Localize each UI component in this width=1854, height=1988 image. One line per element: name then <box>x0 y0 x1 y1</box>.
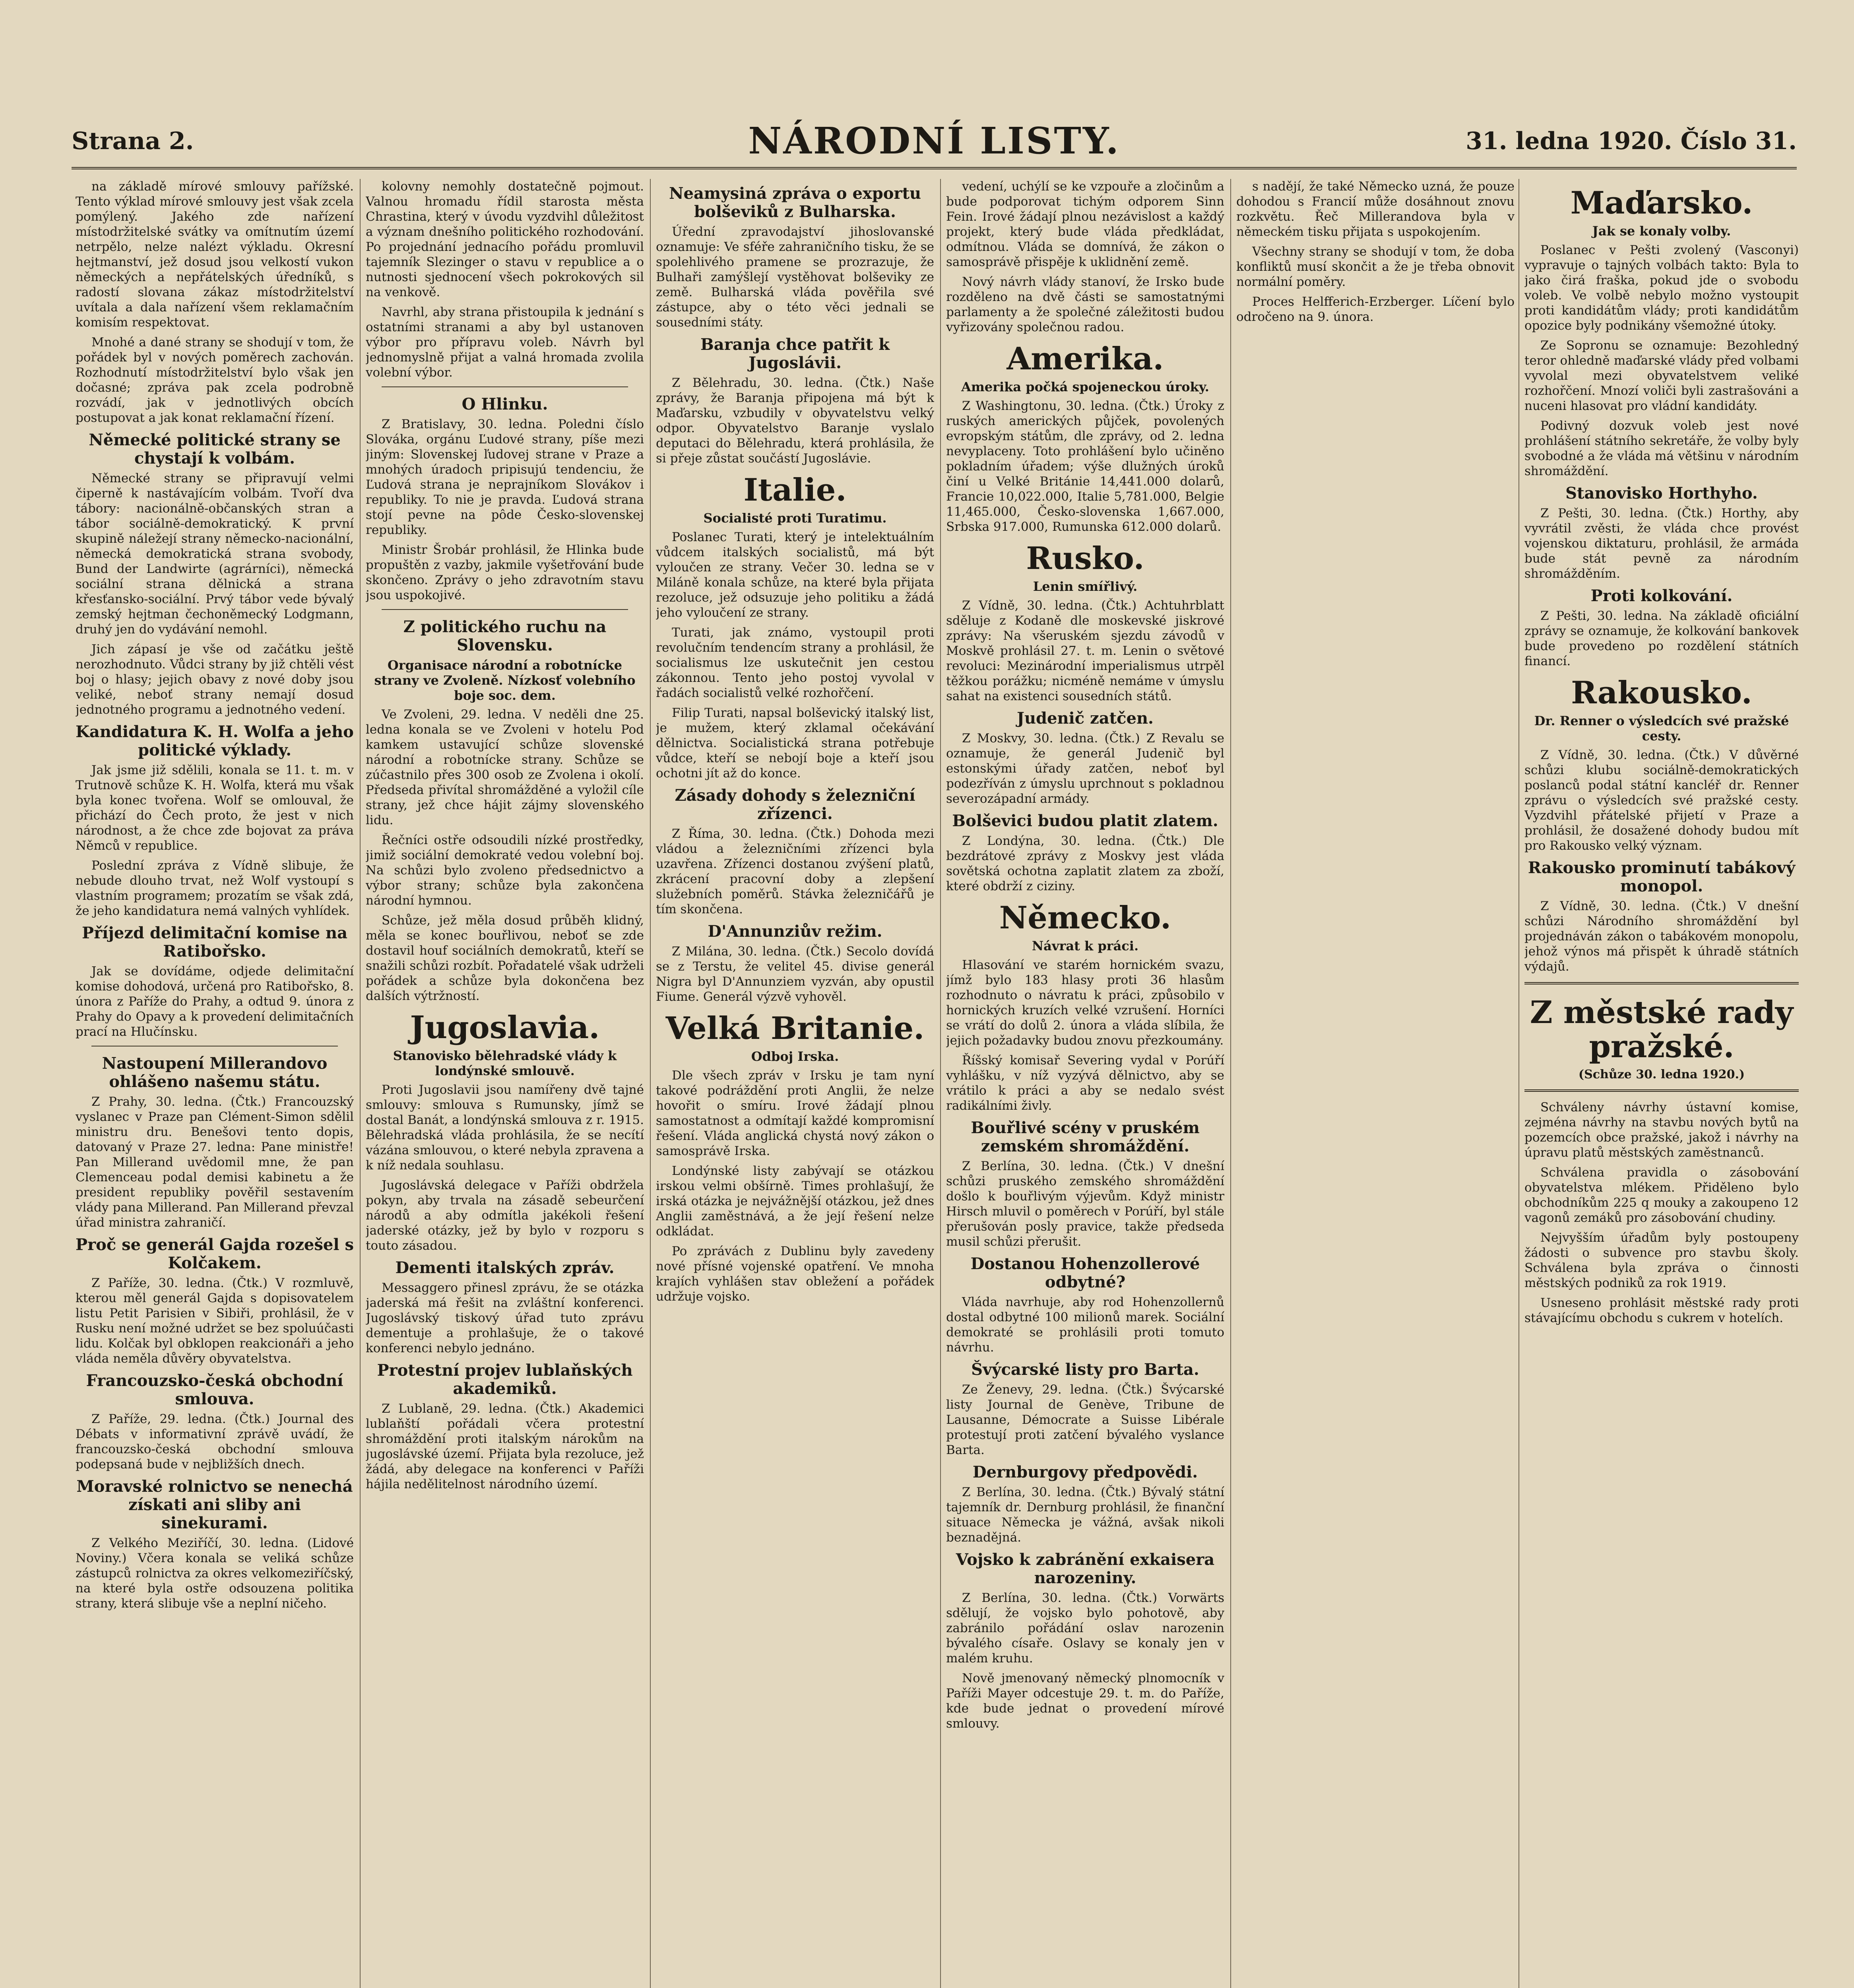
article-text: kolovny nemohly dostatečně pojmout. Valnou hromadu řídil starosta města Chrastina, který v úvodu vyzdvihl důležitost a význam dnešního politického rozhodování. Po projednání jednacího pořádu promluvil tajemník Slezinger o stavu v republice a o nutnosti sjednocení všech pokrokových sil na venkově. <box>366 179 644 299</box>
article-text: Z Berlína, 30. ledna. (Čtk.) V dnešní schůzi pruského zemského shromáždění došlo k bouřlivým výjevům. Když ministr Hirsch mluvil o poměrech v Porúří, byl stále přerušován posly pravice, takže předseda musil schůzi přerušit. <box>946 1159 1224 1249</box>
column-rule <box>940 179 941 1988</box>
article-text: Řečníci ostře odsoudili nízké prostředky, jimiž sociální demokraté vedou volební boj. Na schůzi bylo zvoleno předsednictvo a výbor strany; schůze byla zakončena národní hymnou. <box>366 833 644 908</box>
article-text: Z Prahy, 30. ledna. (Čtk.) Francouzský vyslanec v Praze pan Clément-Simon sdělil ministru dru. Benešovi tento dopis, datovaný v Praze 27. ledna: Pane ministře! Pan Millerand uvědomil mne, že pan Clemenceau podal demisi kabinetu a že president republiky pověřil sestavením vlády pana Millerand. Pan Millerand převzal úřad ministra zahraničí. <box>76 1095 354 1230</box>
article-text: Ve Zvoleni, 29. ledna. V neděli dne 25. ledna konala se ve Zvoleni v hotelu Pod kamkem ustavující schůze slovenské národní a robotnícke strany. Schůze se zúčastnilo přes 300 osob ze Zvolena i okolí. Předseda přivítal shromážděné a vyložil cíle strany, jež chce hájit zájmy slovenského lidu. <box>366 707 644 827</box>
meeting-date: (Schůze 30. ledna 1920.) <box>1578 1068 1745 1081</box>
section-headline: Velká Britanie. <box>665 1010 925 1046</box>
article-text: Poslanec Turati, který je intelektuálním vůdcem italských socialistů, má být vyloučen ze strany. Večer 30. ledna se v Miláně konala schůze, na které byla přijata rezoluce, jež odsuzuje jeho politiku a žádá jeho vyloučení ze strany. <box>656 530 934 620</box>
article-text: Z Vídně, 30. ledna. (Čtk.) Achtuhrblatt sděluje z Kodaně dle moskevské jiskrové zprávy: Na všeruském sjezdu závodů v Moskvě prohlásil 27. t. m. Lenin o světové revoluci: Mezinárodní imperialismus utrpěl těžkou porážku; nicméně nemáme v úmyslu sahat na existenci sousedních států. <box>946 598 1224 703</box>
column-2 <box>366 179 644 1988</box>
column-3 <box>656 179 934 1988</box>
article-subheadline: Lenin smířlivý. <box>1033 579 1138 594</box>
article-text: Schváleny návrhy ústavní komise, zejména návrhy na stavbu nových bytů na pozemcích obce pražské, jakož i návrhy na úpravu platů městských zaměstnanců. <box>1524 1100 1799 1160</box>
article-headline: Francouzsko-česká obchodní smlouva. <box>86 1371 343 1408</box>
article-text: Z Paříže, 30. ledna. (Čtk.) V rozmluvě, kterou měl generál Gajda s dopisovatelem listu Petit Parisien v Sibiři, prohlásil, že v Rusku není možné udržet se bez spoluúčasti lidu. Kolčak byl obklopen reakcionáři a jeho vláda neměla důvěry obyvatelstva. <box>76 1276 354 1366</box>
article-text: Z Velkého Meziříčí, 30. ledna. (Lidové Noviny.) Včera konala se veliká schůze zástupců rolnictva za okres velkomeziříčský, na které byla ostře odsouzena politika strany, která slibuje vše a neplní ničeho. <box>76 1536 354 1611</box>
section-headline: Maďarsko. <box>1570 185 1753 221</box>
article-headline: Rakousko prominutí tabákový monopol. <box>1528 858 1796 895</box>
article-text: Podivný dozvuk voleb jest nové prohlášení státního sekretáře, že volby byly svobodné a že vláda má většinu v národním shromáždění. <box>1524 419 1799 478</box>
article-text: Dle všech zpráv v Irsku je tam nyní takové podráždění proti Anglii, že nelze hovořit o smíru. Irové žádají plnou samostatnost a odmítají každé kompromisní řešení. Vláda anglická chystá nový zákon o samosprávě Irska. <box>656 1068 934 1158</box>
article-headline: Z politického ruchu na Slovensku. <box>403 617 607 654</box>
article-text: Londýnské listy zabývají se otázkou irskou velmi obšírně. Times prohlašují, že irská otázka je nejvážnější otázkou, jež dnes Anglii zaměstnává, a že její řešení nelze odkládat. <box>656 1164 934 1239</box>
section-headline: Italie. <box>743 472 847 508</box>
article-headline: Příjezd delimitační komise na Ratibořsko. <box>82 924 347 961</box>
article-text: Vláda navrhuje, aby rod Hohenzollernů dostal odbytné 100 milionů marek. Sociální demokraté se prohlásili proti tomuto návrhu. <box>946 1295 1224 1355</box>
article-text: Jak se dovídáme, odjede delimitační komise dohodová, určená pro Ratibořsko, 8. února z Paříže do Prahy, a odtud 9. února z Prahy do Opavy a k provedení delimitačních prací na Hlučínsku. <box>76 964 354 1039</box>
article-subheadline: Socialisté proti Turatimu. <box>703 511 887 526</box>
column-rule <box>650 179 651 1988</box>
article-headline: Judenič zatčen. <box>1017 709 1154 728</box>
article-text: Jak jsme již sdělili, konala se 11. t. m. v Trutnově schůze K. H. Wolfa, která mu však byla konec tvořena. Wolf se omlouval, že přichází do Čech proto, že jest v nich národnost, a že chce zde bojovat za práva Němců v republice. <box>76 763 354 853</box>
article-text: Z Lublaně, 29. ledna. (Čtk.) Akademici lublaňští pořádali včera protestní shromáždění proti italským nárokům na jugoslávské území. Přijata byla rezoluce, jež žádá, aby delegace na konferenci v Paříži hájila nedělitelnost národního území. <box>366 1402 644 1491</box>
article-text: Jugoslávská delegace v Paříži obdržela pokyn, aby trvala na zásadě sebeurčení národů a aby odmítla jakékoli řešení jaderské otázky, jež by bylo v rozporu s touto zásadou. <box>366 1178 644 1253</box>
article-headline: O Hlinku. <box>462 395 548 414</box>
column-rule <box>1230 179 1231 1988</box>
article-text: Ze Ženevy, 29. ledna. (Čtk.) Švýcarské listy Journal de Genève, Tribune de Lausanne, Démocrate a Suisse Libérale protestují proti zatčení bývalého vyslance Barta. <box>946 1382 1224 1457</box>
column-1 <box>76 179 354 1988</box>
section-headline: Jugoslavia. <box>410 1010 600 1046</box>
article-headline: Zásady dohody s železniční zřízenci. <box>675 786 915 823</box>
article-text: Navrhl, aby strana přistoupila k jednání s ostatními stranami a aby byl ustanoven výbor pro přípravu voleb. Návrh byl jednomyslně přijat a valná hromada zvolila volební výbor. <box>366 305 644 380</box>
column-rule <box>360 179 361 1988</box>
article-headline: Stanovisko Horthyho. <box>1565 484 1758 503</box>
article-text: Z Londýna, 30. ledna. (Čtk.) Dle bezdrátové zprávy z Moskvy jest vláda sovětská ochotna zaplatit zlatem za zboží, které obdrží z ciziny. <box>946 834 1224 893</box>
article-subheadline: Návrat k práci. <box>1032 938 1139 953</box>
article-text: Z Bělehradu, 30. ledna. (Čtk.) Naše zprávy, že Baranja připojena má být k Maďarsku, vzbudily v obyvatelstvu velký odpor. Obyvatelstvo Baranje vyslalo deputaci do Bělehradu, která prohlásila, že si přeje zůstat součástí Jugoslávie. <box>656 376 934 466</box>
article-headline: Protestní projev lublaňských akademiků. <box>377 1361 633 1398</box>
article-text: Proti Jugoslavii jsou namířeny dvě tajné smlouvy: smlouva s Rumunsky, jímž se dostal Banát, a londýnská smlouva z r. 1915. Bělehradská vláda prohlásila, že se necítí vázána smlouvou, o které nebyla zpravena a k níž nedala souhlasu. <box>366 1083 644 1173</box>
article-text: Mnohé a dané strany se shodují v tom, že pořádek byl v nových poměrech zachován. Rozhodnutí místodržitelství bylo však jen dočasné; zpráva pak zcela podrobně rozvádí, jak v jednotlivých obcích postupovat a jak konat reklamační řízení. <box>76 335 354 425</box>
article-headline: Kandidatura K. H. Wolfa a jeho politické výklady. <box>76 722 354 759</box>
article-subheadline: Jak se konaly volby. <box>1592 223 1731 239</box>
article-text: Všechny strany se shodují v tom, že doba konfliktů musí skončit a že je třeba obnovit normální poměry. <box>1236 245 1515 289</box>
newspaper-title: NÁRODNÍ LISTY. <box>748 119 1120 162</box>
article-text: Filip Turati, napsal bolševický italský list, je mužem, který zklamal očekávání dělnictva. Socialistická strana potřebuje vůdce, kteří se nebojí boje a kteří jsou ochotni jít až do konce. <box>656 706 934 780</box>
masthead <box>72 119 1797 169</box>
article-text: Z Říma, 30. ledna. (Čtk.) Dohoda mezi vládou a železničními zřízenci byla uzavřena. Zřízenci dostanou zvýšení platů, zkrácení pracovní doby a zlepšení služebních poměrů. Stávka železničářů je tím skončena. <box>656 827 934 916</box>
article-subheadline: Organisace národní a robotnícke strany ve Zvoleně. Nízkosť volebního boje soc. dem. <box>374 658 636 703</box>
article-text: Turati, jak známo, vystoupil proti revolučním tendencím strany a prohlásil, že socialismus lze uskutečnit jen cestou zákonnou. Tento jeho postoj vyvolal v řadách socialistů velké rozhořčení. <box>656 625 934 700</box>
issue-date: 31. ledna 1920. Číslo 31. <box>1466 127 1797 155</box>
article-headline: Dernburgovy předpovědi. <box>972 1463 1198 1481</box>
article-text: Nově jmenovaný německý plnomocník v Paříži Mayer odcestuje 29. t. m. do Paříže, kde bude jednat o provedení mírové smlouvy. <box>946 1671 1224 1731</box>
article-headline: Proti kolkování. <box>1590 586 1733 605</box>
divider <box>91 1046 338 1048</box>
article-text: Z Bratislavy, 30. ledna. Poledni číslo Slováka, orgánu Ľudové strany, píše mezi jiným: Slovenskej ľudovej strane v Praze a mnohých úradoch pripisujú tendenciu, že Ľudová strana je neprajníkom Slovákov i republiky. To nie je pravda. Ľudová strana stojí pevne na pôde Česko-slovenskej republiky. <box>366 417 644 537</box>
article-text: Z Vídně, 30. ledna. (Čtk.) V dnešní schůzi Národního shromáždění byl projednáván zákon o tabákovém monopolu, jehož výnos má přispět k úhradě státních výdajů. <box>1524 899 1799 974</box>
article-text: Proces Helfferich-Erzberger. Líčení bylo odročeno na 9. února. <box>1236 295 1515 324</box>
article-text: Z Pešti, 30. ledna. Na základě oficiální zprávy se oznamuje, že kolkování bankovek bude provedeno po rozdělení státních financí. <box>1524 609 1799 668</box>
article-text: Nejvyšším úřadům byly postoupeny žádosti o subvence pro stavbu školy. Schválena byla zpráva o činnosti městských podniků za rok 1919. <box>1524 1231 1799 1290</box>
divider <box>382 386 628 389</box>
article-text: Z Paříže, 29. ledna. (Čtk.) Journal des Débats v informativní zprávě uvádí, že francouzsko-česká obchodní smlouva podepsaná bude v nejbližších dnech. <box>76 1412 354 1472</box>
article-headline: Bolševici budou platit zlatem. <box>952 812 1218 830</box>
article-headline: Moravské rolnictvo se nenechá získati ani sliby ani sinekurami. <box>76 1477 353 1532</box>
article-subheadline: Dr. Renner o výsledcích své pražské cesty. <box>1534 713 1789 744</box>
article-subheadline: Amerika počká spojeneckou úroky. <box>961 379 1209 394</box>
section-headline: Z městské rady pražské. <box>1530 994 1794 1065</box>
article-text: Ministr Šrobár prohlásil, že Hlinka bude propuštěn z vazby, jakmile vyšetřování bude skončeno. Zprávy o jeho zdravotním stavu jsou uspokojivé. <box>366 543 644 602</box>
article-text: Německé strany se připravují velmi čiperně k nastávajícím volbám. Tvoří dva tábory: nacionálně-občanských stran a tábor sociálně-demokratický. K první skupině náležejí strany německo-nacionální, německá demokratická strana svobody, Bund der Landwirte (agrárníci), německá sociální strana dělnická a strana křesťansko-sociální. Prvý tábor vede bývalý zemský hejtman čechoněmecký Lodgmann, druhý jen do vydávání nemohl. <box>76 471 354 637</box>
article-text: Poslední zpráva z Vídně slibuje, že nebude dlouho trvat, než Wolf vystoupí s vlastním programem; prozatím se však zdá, že jeho kandidatura nemá valných vyhlídek. <box>76 858 354 918</box>
section-headline: Rusko. <box>1026 540 1144 577</box>
article-headline: Proč se generál Gajda rozešel s Kolčakem. <box>76 1235 354 1272</box>
article-text: Z Vídně, 30. ledna. (Čtk.) V důvěrné schůzi klubu sociálně-demokratických poslanců podal státní kancléř dr. Renner zprávu o výsledcích své pražské cesty. Vyzdvihl přátelské přijetí v Praze a prohlásil, že dosažené dohody budou mít pro Rakousko velký význam. <box>1524 748 1799 853</box>
article-text: Schválena pravidla o zásobování obyvatelstva mlékem. Přiděleno bylo obchodníkům 225 q mouky a zakoupeno 12 vagonů zemáků pro zásobování chudiny. <box>1524 1165 1799 1225</box>
article-text: Říšský komisař Severing vydal v Porúří vyhlášku, v níž vyzývá dělnictvo, aby se vrátilo k práci a aby se nedalo svést radikálními živly. <box>946 1053 1224 1113</box>
article-headline: Dostanou Hohenzollerové odbytné? <box>970 1254 1200 1291</box>
article-headline: Švýcarské listy pro Barta. <box>971 1360 1199 1379</box>
article-text: Z Berlína, 30. ledna. (Čtk.) Bývalý státní tajemník dr. Dernburg prohlásil, že finanční situace Německa je vážná, avšak nikoli beznadějná. <box>946 1485 1224 1545</box>
article-headline: Vojsko k zabránění exkaisera narozeniny. <box>956 1550 1215 1587</box>
article-headline: Německé politické strany se chystají k volbám. <box>89 431 341 468</box>
article-text: Messaggero přinesl zprávu, že se otázka jaderská má řešit na zvláštní konferenci. Jugoslávský tiskový úřad tuto zprávu dementuje a prohlašuje, že o takové konferenci nebylo jednáno. <box>366 1281 644 1355</box>
section-headline: Amerika. <box>1007 341 1164 377</box>
article-headline: Bouřlivé scény v pruském zemském shromáždění. <box>971 1118 1200 1155</box>
article-text: Z Milána, 30. ledna. (Čtk.) Secolo dovídá se z Terstu, že velitel 45. divise generál Nigra byl D'Annunziem vyzván, aby opustil Fiume. Generál výzvě vyhověl. <box>656 944 934 1004</box>
section-headline: Rakousko. <box>1571 675 1752 711</box>
article-text: vedení, uchýlí se ke vzpouře a zločinům a bude podporovat tichým odporem Sinn Fein. Irové žádají plnou nezávislost a každý projekt, který bude vláda předkládat, odmítnou. Vláda se domnívá, že zákon o samosprávě přispěje k uklidnění země. <box>946 179 1224 269</box>
article-headline: Nastoupení Millerandovo ohlášeno našemu státu. <box>102 1054 328 1091</box>
article-text: Z Moskvy, 30. ledna. (Čtk.) Z Revalu se oznamuje, že generál Judenič byl estonskými úřady zatčen, neboť byl podezříván z úmyslu uprchnout s pokladnou severozápadní armády. <box>946 731 1224 806</box>
city-council-box <box>1524 982 1799 1092</box>
article-text: Z Berlína, 30. ledna. (Čtk.) Vorwärts sdělují, že vojsko bylo pohotově, aby zabránilo pořádání oslav narozenin bývalého císaře. Oslavy se konaly jen v malém kruhu. <box>946 1591 1224 1666</box>
article-headline: Dementi italských zpráv. <box>395 1258 615 1277</box>
article-headline: D'Annunziův režim. <box>708 922 882 941</box>
article-text: Nový návrh vlády stanoví, že Irsko bude rozděleno na dvě části se samostatnými parlamenty a že společné záležitosti budou vyřizovány společnou radou. <box>946 275 1224 334</box>
section-headline: Německo. <box>999 900 1171 936</box>
page-number: Strana 2. <box>72 127 194 155</box>
article-text: Po zprávách z Dublinu byly zavedeny nové přísné vojenské opatření. Ve mnoha krajích vyhlášen stav obležení a pořádek udržuje vojsko. <box>656 1244 934 1304</box>
article-headline: Baranja chce patřit k Jugoslávii. <box>700 335 890 372</box>
column-6 <box>1524 179 1799 1988</box>
article-text: Schůze, jež měla dosud průběh klidný, měla se konec bouřlivou, neboť se zde dostavil houf sociálních demokratů, kteří se snažili schůzi rozbít. Pořadatelé však udrželi pořádek a schůze byla dokončena bez dalších výtržností. <box>366 913 644 1003</box>
article-text: Ze Sopronu se oznamuje: Bezohledný teror ohledně maďarské vlády před volbami vyvolal mezi obyvatelstvem veliké rozhořčení. Mnozí voliči byli zastrašováni a nuceni hlasovat pro vládní kandidáty. <box>1524 338 1799 413</box>
column-4 <box>946 179 1224 1988</box>
article-text: Z Washingtonu, 30. ledna. (Čtk.) Úroky z ruských amerických půjček, povolených evropským státům, dle zprávy, od 2. ledna nevyplaceny. Toto prohlášení bylo učiněno pokladním úřadem; výše dlužných úroků činí u Velké Británie 14,441.000 dolarů, Francie 10,022.000, Italie 5,781.000, Belgie 11,465.000, Česko-slovenska 1,667.000, Srbska 917.000, Rumunska 612.000 dolarů. <box>946 399 1224 534</box>
article-text: s nadějí, že také Německo uzná, že pouze dohodou s Francií může dosáhnout znovu rozkvětu. Řeč Millerandova byla v německém tisku přijata s uspokojením. <box>1236 179 1515 239</box>
column-5 <box>1236 179 1515 1988</box>
article-subheadline: Stanovisko bělehradské vlády k londýnské smlouvě. <box>393 1048 617 1078</box>
article-text: Z Pešti, 30. ledna. (Čtk.) Horthy, aby vyvrátil zvěsti, že vláda chce provést vojenskou diktaturu, prohlásil, že armáda bude stát pevně za národním shromážděním. <box>1524 506 1799 581</box>
article-subheadline: Odboj Irska. <box>751 1049 839 1064</box>
column-rule <box>1518 179 1519 1988</box>
article-text: Poslanec v Pešti zvolený (Vasconyi) vypravuje o tajných volbách takto: Byla to jako čirá fraška, pokud jde o svobodu voleb. Ve volbě nebylo možno vystoupit proti kandidátům vlády; proti kandidátům opozice byly podnikány všemožné útoky. <box>1524 243 1799 333</box>
article-text: na základě mírové smlouvy pařížské. Tento výklad mírové smlouvy jest však zcela pomýlený. Jakého zde nařízení místodržitelské svátky va omítnutím území netrpělo, nelze nalézt výkladu. Okresní hejtmanství, jež dosud jsou velkostí vukon německých a nepřátelských úředníků, s radostí slovana zákaz místodržitelství uvítala a dala nařízení všem reklamačním komisím respektovat. <box>76 179 354 330</box>
article-text: Úřední zpravodajství jihoslovanské oznamuje: Ve sféře zahraničního tisku, že se spolehlivého pramene se prozrazuje, že Bulhaři zamýšlejí vystěhovat bolševiky ze země. Bulharská vláda pověřila své zástupce, aby o této věci jednali se sousedními státy. <box>656 225 934 330</box>
article-headline: Neamysiná zpráva o exportu bolševiků z Bulharska. <box>669 184 921 221</box>
article-text: Jich zápasí je vše od začátku ještě nerozhodnuto. Vůdci strany by již chtěli vést boj o hlasy; jejich obavy z nové doby jsou veliké, neboť strany nemají dosud jednotného programu a jednotného vedení. <box>76 642 354 717</box>
divider <box>382 609 628 612</box>
article-text: Hlasování ve starém hornickém svazu, jímž bylo 183 hlasy proti 36 hlasům rozhodnuto o návratu k práci, způsobilo v hornických kruzích velké vzrušení. Horníci se vrátí do dolů 2. února a vláda slíbila, že jejich požadavky budou znovu přezkoumány. <box>946 958 1224 1048</box>
article-text: Usneseno prohlásit městské rady proti stávajícímu obchodu s cukrem v hotelích. <box>1524 1296 1799 1325</box>
